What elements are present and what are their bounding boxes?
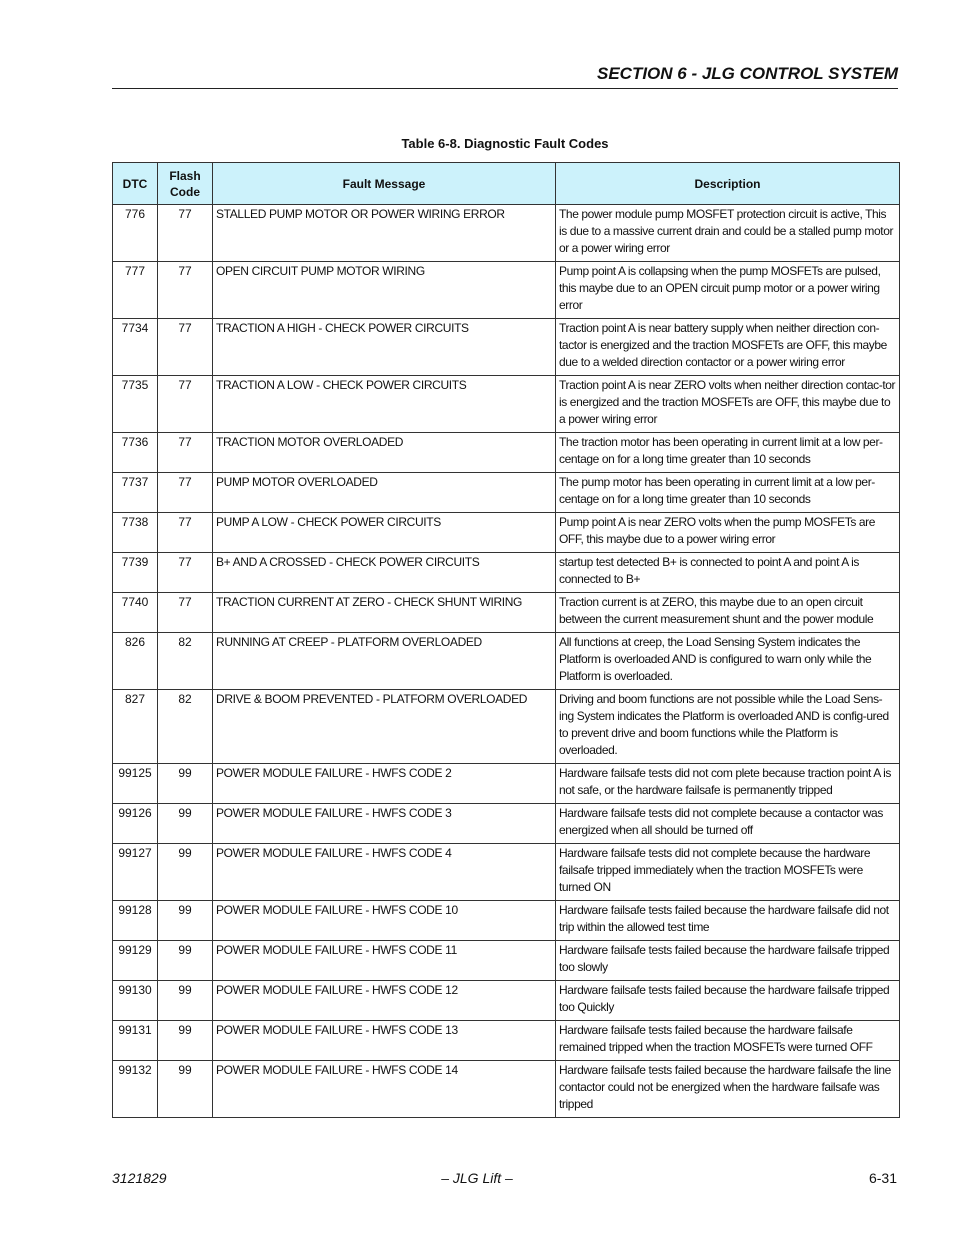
- dtc-cell: 7740: [113, 593, 158, 633]
- description-cell: Traction current is at ZERO, this maybe due to an open circuit between the current measurement shunt and the power module: [556, 593, 900, 633]
- table-row: [113, 205, 900, 262]
- fault-message-cell: STALLED PUMP MOTOR OR POWER WIRING ERROR: [213, 205, 556, 262]
- description-cell: Pump point A is collapsing when the pump MOSFETs are pulsed, this maybe due to an OPEN circuit pump motor or a power wiring error: [556, 262, 900, 319]
- description-cell: The traction motor has been operating in current limit at a low per-centage on for a long time greater than 10 seconds: [556, 433, 900, 473]
- table-row: [113, 1021, 900, 1061]
- table-body: [113, 205, 900, 1118]
- description-cell: startup test detected B+ is connected to point A and point A is connected to B+: [556, 553, 900, 593]
- table-row: [113, 764, 900, 804]
- description-cell: Hardware failsafe tests failed because the hardware failsafe the line contactor could not be energized when the hardware failsafe was tripped: [556, 1061, 900, 1118]
- footer-page-number: 6-31: [868, 1170, 897, 1186]
- column-header-description: Description: [556, 163, 900, 205]
- flash-code-cell: 77: [158, 433, 213, 473]
- dtc-cell: 7735: [113, 376, 158, 433]
- dtc-cell: 99129: [113, 941, 158, 981]
- dtc-cell: 99130: [113, 981, 158, 1021]
- fault-message-cell: POWER MODULE FAILURE - HWFS CODE 2: [213, 764, 556, 804]
- fault-message-cell: PUMP MOTOR OVERLOADED: [213, 473, 556, 513]
- description-cell: Traction point A is near ZERO volts when neither direction contac-tor is energized and the traction MOSFETs are OFF, this maybe due to a power wiring error: [556, 376, 900, 433]
- column-header-dtc: DTC: [113, 163, 158, 205]
- flash-code-cell: 99: [158, 764, 213, 804]
- table-row: [113, 804, 900, 844]
- dtc-cell: 7739: [113, 553, 158, 593]
- dtc-cell: 7738: [113, 513, 158, 553]
- dtc-cell: 777: [113, 262, 158, 319]
- section-header: SECTION 6 - JLG CONTROL SYSTEM: [597, 64, 898, 83]
- header-rule: [112, 88, 898, 89]
- description-cell: Hardware failsafe tests did not complete because the hardware failsafe tripped immediately when the traction MOSFETs were turned ON: [556, 844, 900, 901]
- diagnostic-fault-codes-table: [112, 162, 900, 1118]
- flash-code-cell: 77: [158, 513, 213, 553]
- fault-message-cell: POWER MODULE FAILURE - HWFS CODE 14: [213, 1061, 556, 1118]
- flash-code-cell: 99: [158, 1061, 213, 1118]
- fault-message-cell: OPEN CIRCUIT PUMP MOTOR WIRING: [213, 262, 556, 319]
- table-row: [113, 262, 900, 319]
- flash-code-cell: 77: [158, 473, 213, 513]
- flash-code-cell: 77: [158, 319, 213, 376]
- fault-message-cell: TRACTION A HIGH - CHECK POWER CIRCUITS: [213, 319, 556, 376]
- table-row: [113, 633, 900, 690]
- flash-code-cell: 77: [158, 593, 213, 633]
- table-title: Table 6-8. Diagnostic Fault Codes: [401, 136, 609, 151]
- dtc-cell: 99125: [113, 764, 158, 804]
- dtc-cell: 7736: [113, 433, 158, 473]
- flash-code-cell: 82: [158, 690, 213, 764]
- table-row: [113, 553, 900, 593]
- dtc-cell: 99127: [113, 844, 158, 901]
- flash-code-cell: 99: [158, 901, 213, 941]
- table-row: [113, 941, 900, 981]
- table-row: [113, 901, 900, 941]
- fault-message-cell: DRIVE & BOOM PREVENTED - PLATFORM OVERLOADED: [213, 690, 556, 764]
- dtc-cell: 99132: [113, 1061, 158, 1118]
- flash-code-cell: 99: [158, 844, 213, 901]
- fault-message-cell: POWER MODULE FAILURE - HWFS CODE 3: [213, 804, 556, 844]
- dtc-cell: 7734: [113, 319, 158, 376]
- description-cell: Hardware failsafe tests failed because the hardware failsafe remained tripped when the traction MOSFETs were turned OFF: [556, 1021, 900, 1061]
- dtc-cell: 7737: [113, 473, 158, 513]
- description-cell: Hardware failsafe tests failed because the hardware failsafe did not trip within the allowed test time: [556, 901, 900, 941]
- dtc-cell: 826: [113, 633, 158, 690]
- table-row: [113, 376, 900, 433]
- table-row: [113, 844, 900, 901]
- table-row: [113, 593, 900, 633]
- dtc-cell: 99126: [113, 804, 158, 844]
- flash-code-cell: 77: [158, 205, 213, 262]
- table-row: [113, 473, 900, 513]
- flash-code-cell: 77: [158, 376, 213, 433]
- fault-message-cell: POWER MODULE FAILURE - HWFS CODE 11: [213, 941, 556, 981]
- description-cell: Hardware failsafe tests did not complete because a contactor was energized when all should be turned off: [556, 804, 900, 844]
- fault-message-cell: RUNNING AT CREEP - PLATFORM OVERLOADED: [213, 633, 556, 690]
- column-header-flash-code: Flash Code: [158, 163, 213, 205]
- fault-message-cell: B+ AND A CROSSED - CHECK POWER CIRCUITS: [213, 553, 556, 593]
- fault-message-cell: TRACTION A LOW - CHECK POWER CIRCUITS: [213, 376, 556, 433]
- description-cell: Hardware failsafe tests failed because the hardware failsafe tripped too slowly: [556, 941, 900, 981]
- fault-message-cell: TRACTION CURRENT AT ZERO - CHECK SHUNT WIRING: [213, 593, 556, 633]
- description-cell: Driving and boom functions are not possible while the Load Sens-ing System indicates the Platform is overloaded AND is config-ured to prevent drive and boom functions while the Platform is overloaded.: [556, 690, 900, 764]
- flash-code-cell: 99: [158, 1021, 213, 1061]
- description-cell: Pump point A is near ZERO volts when the pump MOSFETs are OFF, this maybe due to a power wiring error: [556, 513, 900, 553]
- description-cell: The pump motor has been operating in current limit at a low per-centage on for a long time greater than 10 seconds: [556, 473, 900, 513]
- fault-message-cell: POWER MODULE FAILURE - HWFS CODE 13: [213, 1021, 556, 1061]
- description-cell: Traction point A is near battery supply when neither direction con-tactor is energized and the traction MOSFETs are OFF, this maybe due to a welded direction contactor or a power wiring error: [556, 319, 900, 376]
- fault-message-cell: TRACTION MOTOR OVERLOADED: [213, 433, 556, 473]
- footer-publisher: – JLG Lift –: [441, 1170, 513, 1186]
- fault-message-cell: POWER MODULE FAILURE - HWFS CODE 10: [213, 901, 556, 941]
- fault-message-cell: PUMP A LOW - CHECK POWER CIRCUITS: [213, 513, 556, 553]
- dtc-cell: 99131: [113, 1021, 158, 1061]
- flash-code-cell: 99: [158, 981, 213, 1021]
- table-row: [113, 690, 900, 764]
- table-row: [113, 319, 900, 376]
- flash-code-cell: 77: [158, 262, 213, 319]
- dtc-cell: 827: [113, 690, 158, 764]
- column-header-fault-message: Fault Message: [213, 163, 556, 205]
- fault-message-cell: POWER MODULE FAILURE - HWFS CODE 12: [213, 981, 556, 1021]
- table-row: [113, 513, 900, 553]
- table-row: [113, 433, 900, 473]
- table-row: [113, 981, 900, 1021]
- flash-code-cell: 82: [158, 633, 213, 690]
- footer-doc-number: 3121829: [112, 1170, 167, 1186]
- flash-code-cell: 99: [158, 804, 213, 844]
- table-row: [113, 1061, 900, 1118]
- dtc-cell: 99128: [113, 901, 158, 941]
- description-cell: Hardware failsafe tests did not com plete because traction point A is not safe, or the hardware failsafe is permanently tripped: [556, 764, 900, 804]
- flash-code-cell: 99: [158, 941, 213, 981]
- fault-message-cell: POWER MODULE FAILURE - HWFS CODE 4: [213, 844, 556, 901]
- flash-code-cell: 77: [158, 553, 213, 593]
- description-cell: All functions at creep, the Load Sensing System indicates the Platform is overloaded AND is configured to warn only while the Platform is overloaded.: [556, 633, 900, 690]
- description-cell: Hardware failsafe tests failed because the hardware failsafe tripped too Quickly: [556, 981, 900, 1021]
- dtc-cell: 776: [113, 205, 158, 262]
- table-header-row: [113, 163, 900, 205]
- description-cell: The power module pump MOSFET protection circuit is active, This is due to a massive current drain and could be a stalled pump motor or a power wiring error: [556, 205, 900, 262]
